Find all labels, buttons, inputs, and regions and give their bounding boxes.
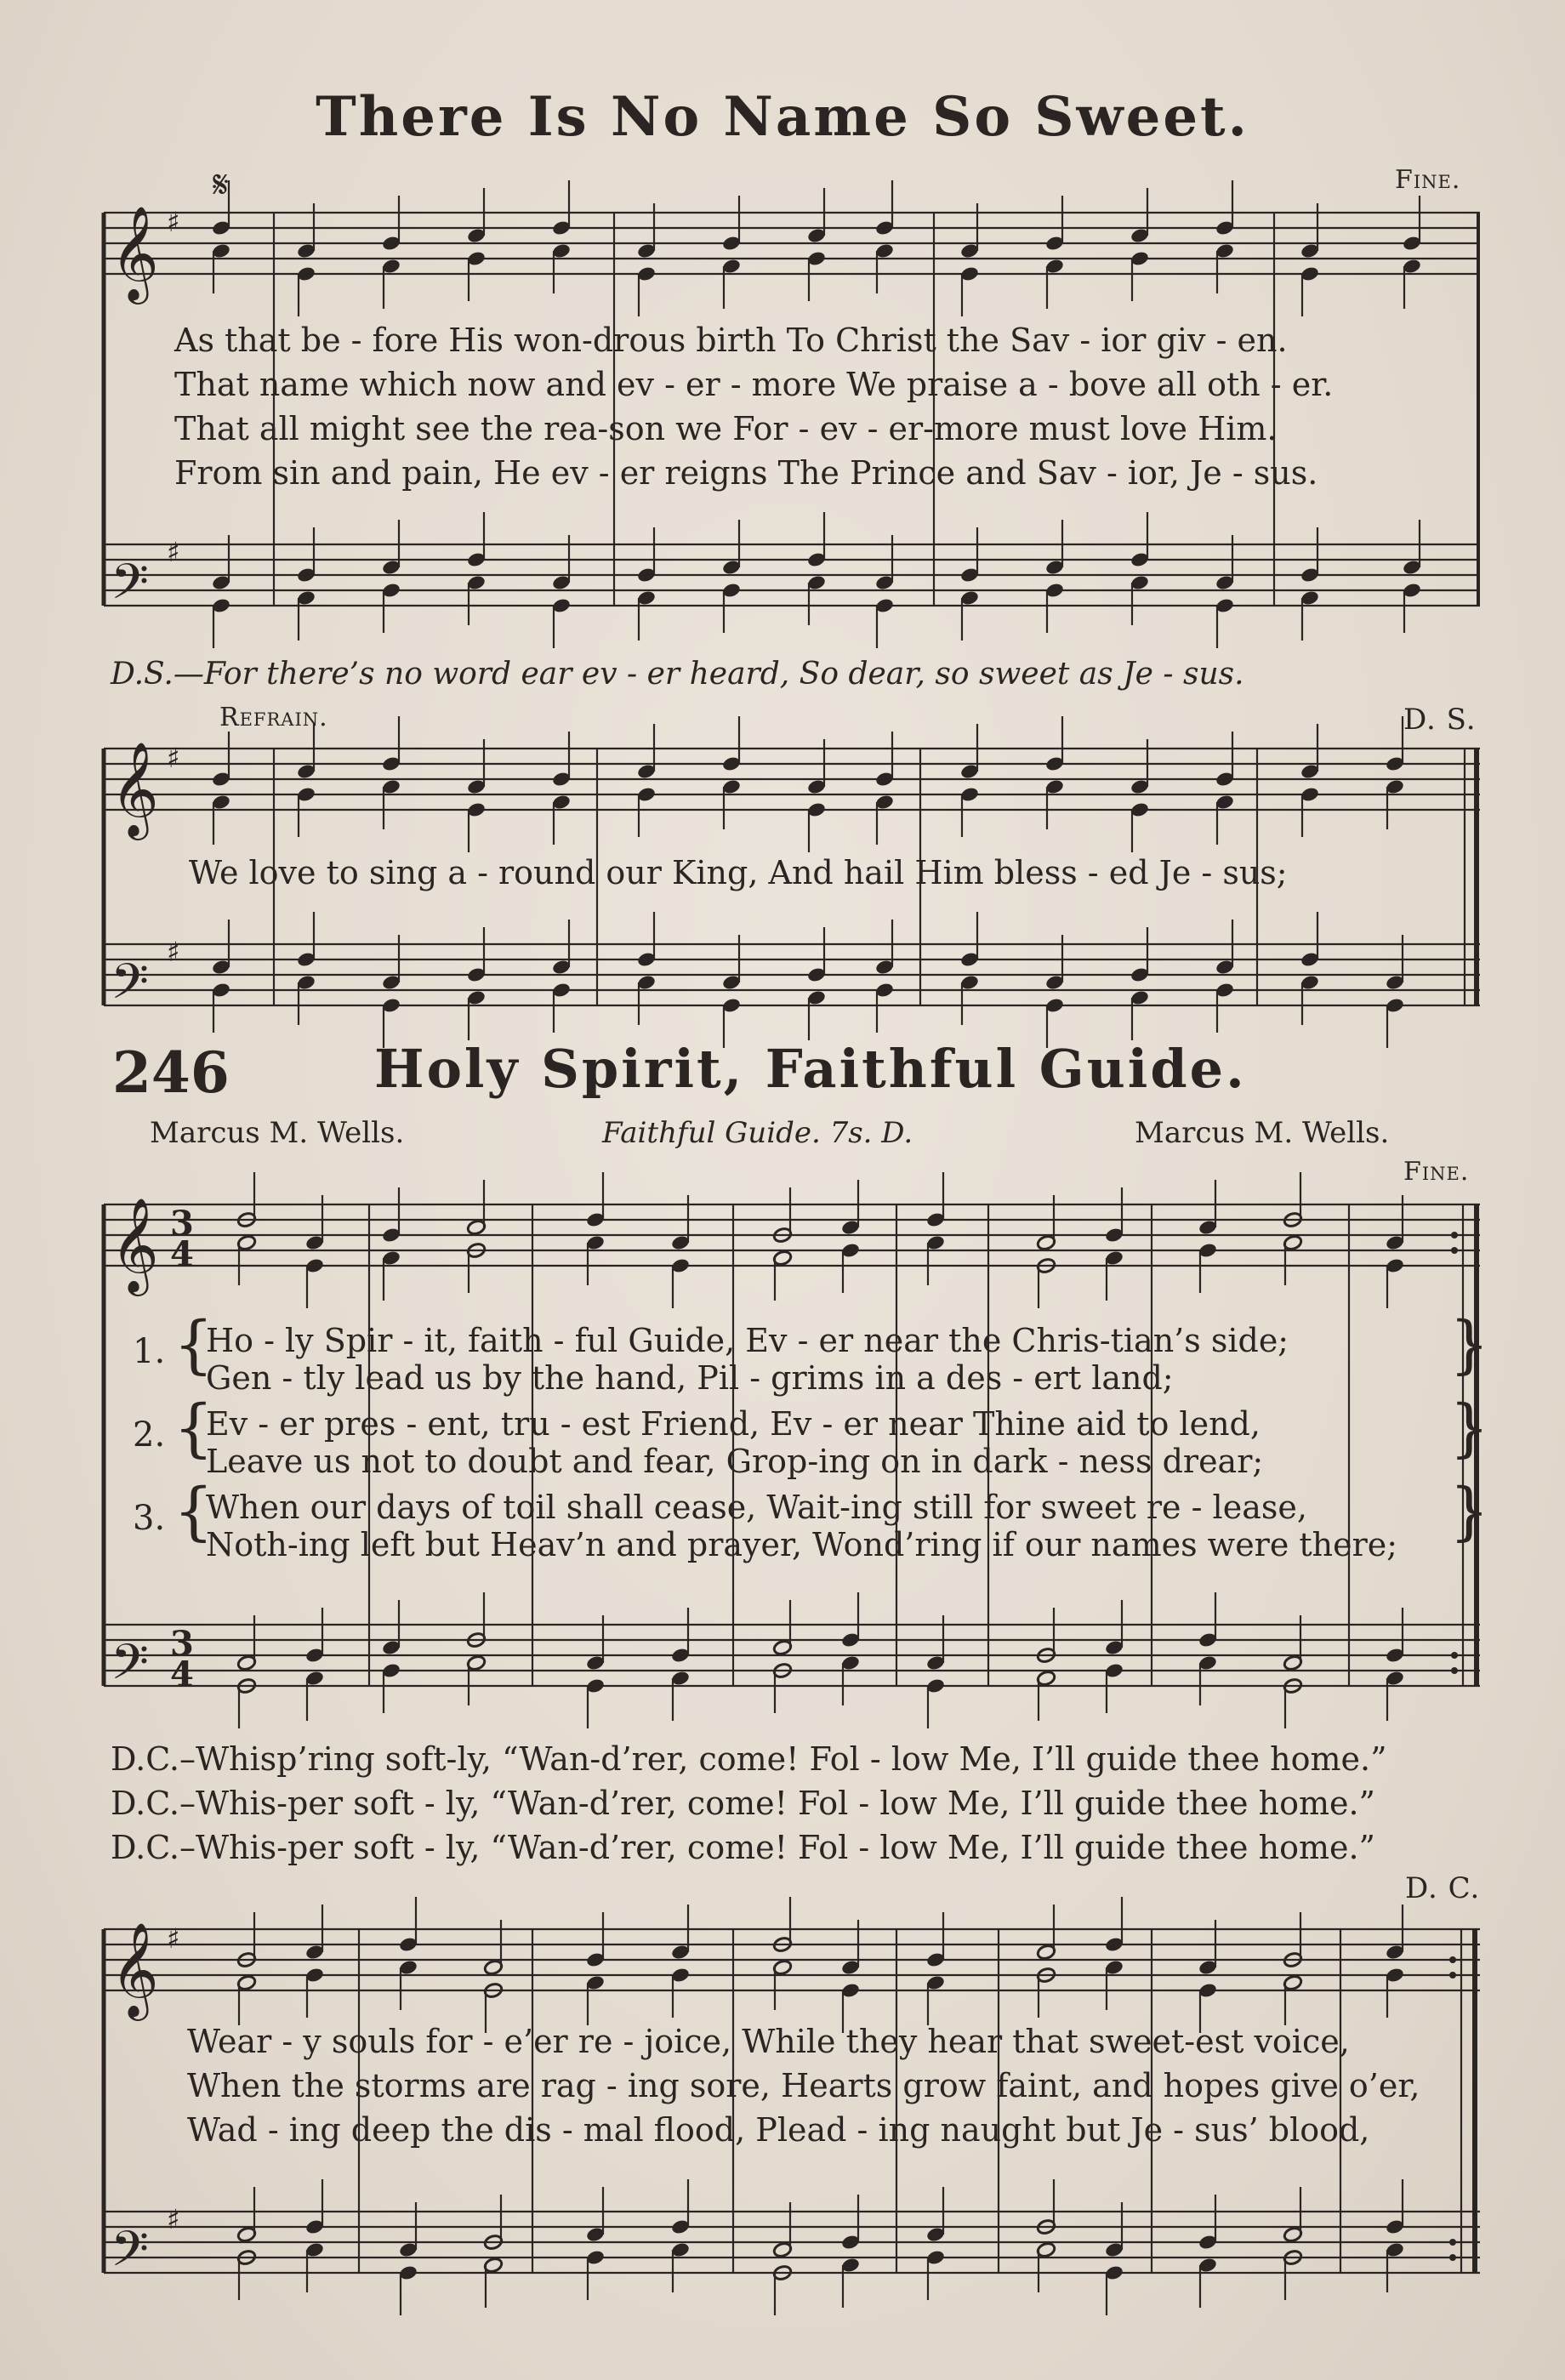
- brace-right: }: [1449, 1475, 1490, 1548]
- fine-marker: Fine.: [1395, 165, 1461, 195]
- verse-line-1: As that be - fore His won-drous birth To Christ the Sav - ior giv - en.: [174, 322, 1288, 359]
- brace-left: {: [174, 1308, 214, 1381]
- verse-line-3: That all might see the rea-son we For - ev - er-more must love Him.: [174, 410, 1278, 447]
- svg-text:4: 4: [170, 1654, 194, 1694]
- verse-line: Ho - ly Spir - it, faith - ful Guide, Ev - er near the Chris-tian’s side;: [206, 1322, 1289, 1359]
- svg-text:𝄞: 𝄞: [111, 1922, 159, 2017]
- staff-bass-2: [104, 944, 1480, 1005]
- staff-treble-2: [104, 749, 1480, 810]
- svg-text:♯: ♯: [167, 1922, 180, 1955]
- hymn-title: Holy Spirit, Faithful Guide.: [374, 1038, 1247, 1100]
- dc-line: D.C.–Whis-per soft - ly, “Wan-d’rer, come! Fol - low Me, I’ll guide thee home.”: [111, 1785, 1375, 1822]
- verse-number-2: 2.: [133, 1415, 166, 1455]
- refrain-lyric: We love to sing a - round our King, And hail Him bless - ed Je - sus;: [189, 854, 1288, 891]
- dc-line: D.C.–Whis-per soft - ly, “Wan-d’rer, come! Fol - low Me, I’ll guide thee home.”: [111, 1829, 1375, 1866]
- verse-number-3: 3.: [133, 1499, 166, 1538]
- fine-marker: Fine.: [1403, 1157, 1470, 1187]
- brace-left: {: [174, 1392, 214, 1465]
- verse-line: Noth-ing left but Heav’n and prayer, Wond’ring if our names were there;: [206, 1526, 1398, 1563]
- author: Marcus M. Wells.: [150, 1116, 405, 1150]
- verse-line-4: From sin and pain, He ev - er reigns The Prince and Sav - ior, Je - sus.: [174, 454, 1318, 492]
- dc-line: D.C.–Whisp’ring soft-ly, “Wan-d’rer, come! Fol - low Me, I’ll guide thee home.”: [111, 1740, 1387, 1778]
- staff-treble-4: [104, 1929, 1480, 1990]
- ds-line: D.S.—For there’s no word ear ev - er heard, So dear, so sweet as Je - sus.: [111, 657, 1244, 692]
- verse-line: Wad - ing deep the dis - mal flood, Plead - ing naught but Je - sus’ blood,: [187, 2111, 1370, 2149]
- composer: Marcus M. Wells.: [1135, 1116, 1390, 1150]
- hymn-title: There Is No Name So Sweet.: [316, 85, 1249, 149]
- verse-line: Leave us not to doubt and fear, Grop-ing on in dark - ness drear;: [206, 1443, 1264, 1480]
- svg-text:𝄢: 𝄢: [111, 953, 150, 1022]
- svg-text:♯: ♯: [167, 936, 180, 968]
- svg-text:♯: ♯: [167, 2203, 180, 2235]
- verse-line: When our days of toil shall cease, Wait-ing still for sweet re - lease,: [206, 1489, 1307, 1526]
- verse-line: Ev - er pres - ent, tru - est Friend, Ev - er near Thine aid to lend,: [206, 1405, 1261, 1443]
- svg-text:♯: ♯: [167, 742, 180, 774]
- ds-marker: D. S.: [1403, 703, 1477, 737]
- dc-marker: D. C.: [1405, 1871, 1481, 1905]
- svg-text:3: 3: [170, 1204, 194, 1244]
- refrain-label: Refrain.: [219, 703, 328, 732]
- staff-bass-4: [104, 2212, 1480, 2273]
- verse-line: Gen - tly lead us by the hand, Pil - grims in a des - ert land;: [206, 1359, 1174, 1397]
- brace-left: {: [174, 1475, 214, 1548]
- svg-text:𝄢: 𝄢: [111, 553, 150, 623]
- verse-line: When the storms are rag - ing sore, Hearts grow faint, and hopes give o’er,: [187, 2067, 1420, 2104]
- tune-name: Faithful Guide. 7s. D.: [602, 1116, 913, 1150]
- brace-right: }: [1449, 1392, 1490, 1465]
- hymn-number: 246: [112, 1039, 230, 1106]
- verse-line: Wear - y souls for - e’er re - joice, While they hear that sweet-est voice,: [187, 2023, 1350, 2060]
- svg-text:♯: ♯: [167, 206, 180, 238]
- verse-number-1: 1.: [133, 1332, 166, 1371]
- svg-text:𝄋: 𝄋: [213, 163, 229, 207]
- svg-text:♯: ♯: [167, 536, 180, 568]
- verse-line-2: That name which now and ev - er - more We praise a - bove all oth - er.: [174, 366, 1334, 403]
- svg-text:𝄞: 𝄞: [111, 741, 159, 836]
- brace-right: }: [1449, 1308, 1490, 1381]
- svg-text:𝄞: 𝄞: [111, 1197, 159, 1292]
- svg-text:4: 4: [170, 1234, 194, 1274]
- svg-text:𝄞: 𝄞: [111, 205, 159, 300]
- svg-text:3: 3: [170, 1624, 194, 1664]
- svg-text:𝄢: 𝄢: [111, 1633, 150, 1703]
- svg-text:𝄢: 𝄢: [111, 2220, 150, 2290]
